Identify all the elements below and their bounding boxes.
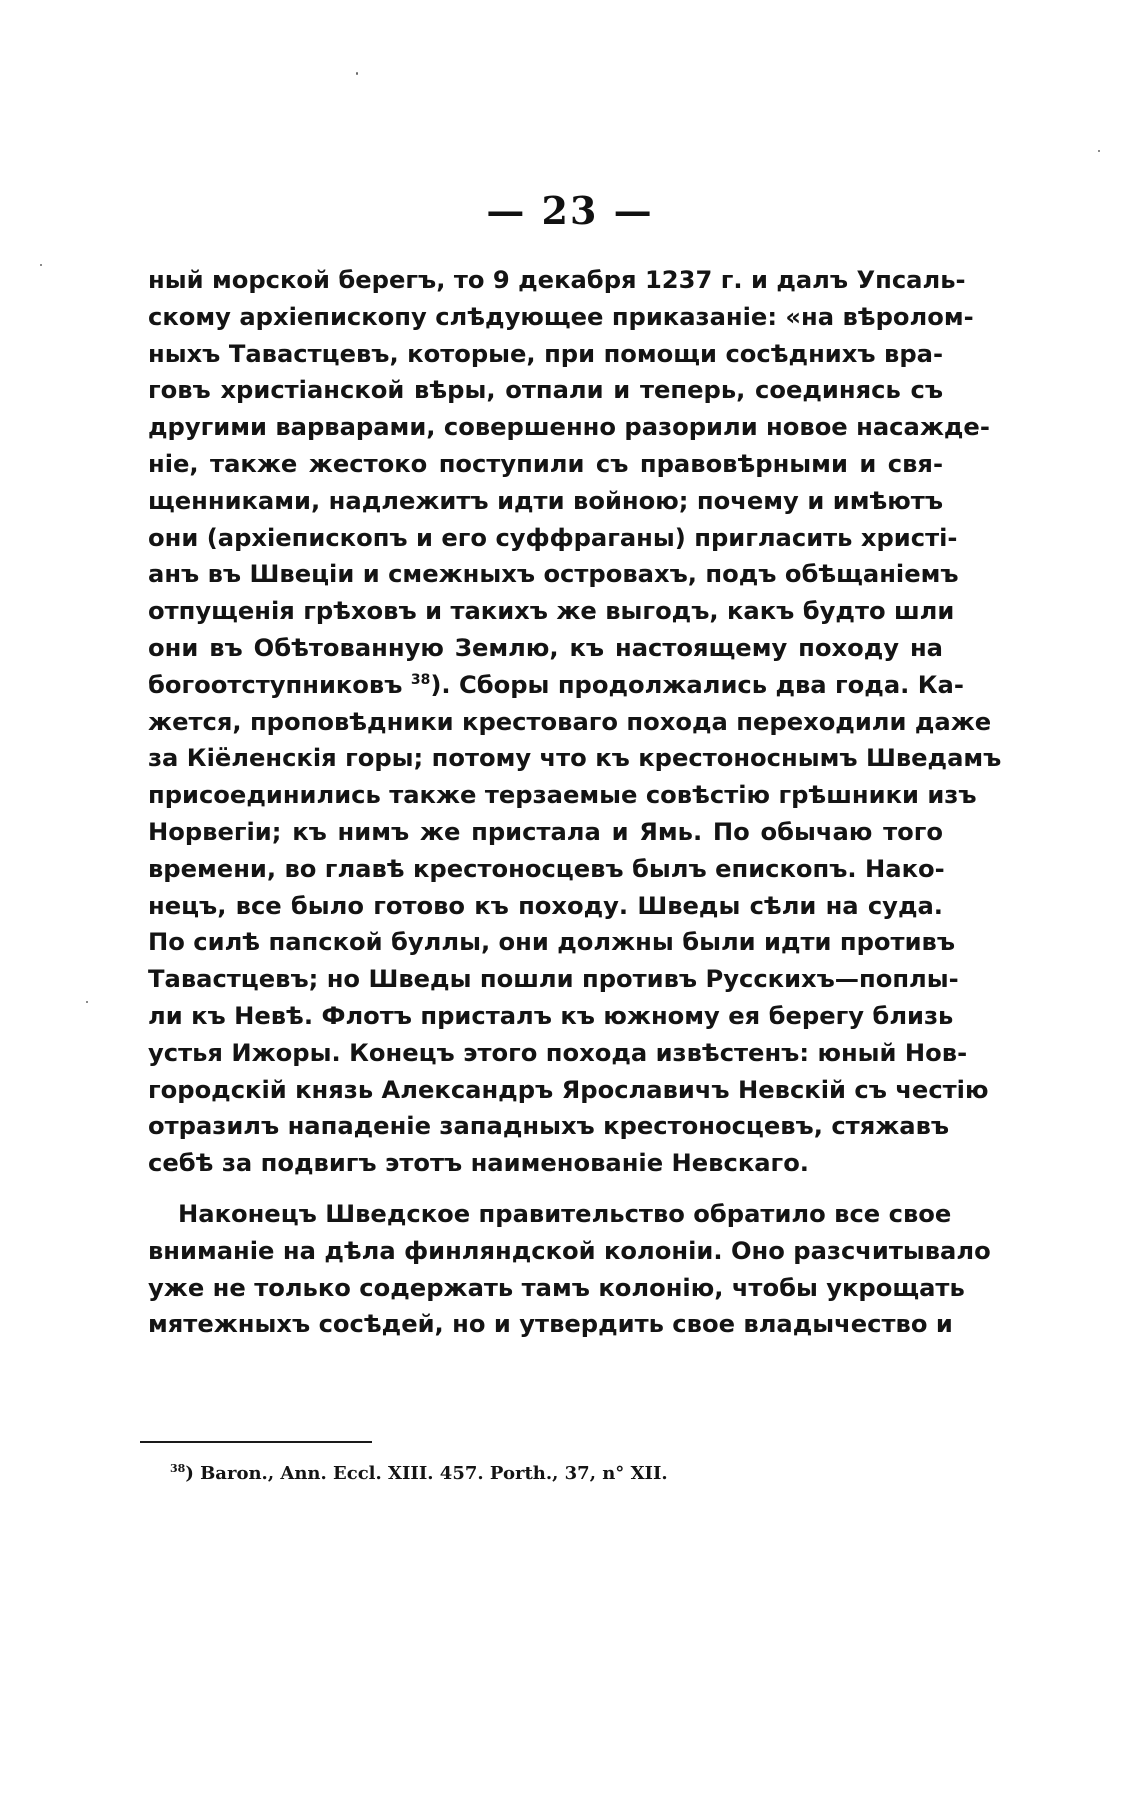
text-line: за Кіёленскія горы; потому что къ крестоноснымъ Шведамъ xyxy=(148,744,1002,773)
text-line: городскій князь Александръ Ярославичъ Невскій съ честію xyxy=(148,1075,989,1104)
footnote xyxy=(170,1462,668,1484)
text-line: устья Ижоры. Конецъ этого похода извѣстенъ: юный Нов- xyxy=(148,1038,968,1067)
text-line: времени, во главѣ крестоносцевъ былъ епископъ. Нако- xyxy=(148,854,945,883)
footnote-marker: 38 xyxy=(170,1462,186,1475)
text-line: ли къ Невѣ. Флотъ присталъ къ южному ея берегу близь xyxy=(148,1001,954,1030)
text-line: другими варварами, совершенно разорили новое насажде- xyxy=(148,413,990,442)
line-segment: ). Сборы продолжались два года. Ка- xyxy=(430,670,964,699)
text-line: говъ христіанской вѣры, отпали и теперь, соединясь съ xyxy=(148,376,943,405)
text-line: щенниками, надлежитъ идти войною; почему и имѣютъ xyxy=(148,486,943,515)
text-line: нецъ, все было готово къ походу. Шведы сѣли на суда. xyxy=(148,891,943,920)
paragraph-gap xyxy=(148,1182,943,1196)
text-line: жется, проповѣдники крестоваго похода переходили даже xyxy=(148,707,992,736)
text-line: ныхъ Тавастцевъ, которые, при помощи сосѣднихъ вра- xyxy=(148,339,943,368)
scan-speck xyxy=(356,72,358,75)
main-text xyxy=(148,262,1002,1343)
scan-speck xyxy=(86,1001,88,1003)
text-line: Тавастцевъ; но Шведы пошли противъ Русскихъ—поплы- xyxy=(148,965,959,994)
text-line: Норвегіи; къ нимъ же пристала и Ямь. По обычаю того xyxy=(148,817,943,846)
text-line: скому архіепископу слѣдующее приказаніе: «на вѣролом- xyxy=(148,302,974,331)
text-line: анъ въ Швеціи и смежныхъ островахъ, подъ обѣщаніемъ xyxy=(148,560,959,589)
scan-speck xyxy=(1098,150,1100,152)
scan-speck xyxy=(40,264,42,266)
text-line: По силѣ папской буллы, они должны были идти противъ xyxy=(148,928,955,957)
text-line: отразилъ нападеніе западныхъ крестоносцевъ, стяжавъ xyxy=(148,1112,950,1141)
text-line: вниманіе на дѣла финляндской колоніи. Оно разсчитывало xyxy=(148,1236,991,1265)
footnote-reference: 38 xyxy=(410,671,431,688)
paragraph-2 xyxy=(148,1196,991,1343)
text-line: Наконецъ Шведское правительство обратило все свое xyxy=(178,1199,952,1228)
text-line: присоединились также терзаемые совѣстію грѣшники изъ xyxy=(148,781,977,810)
text-line-with-reference xyxy=(148,667,964,704)
text-line: они въ Обѣтованную Землю, къ настоящему походу на xyxy=(148,633,943,662)
text-line: мятежныхъ сосѣдей, но и утвердить свое владычество и xyxy=(148,1310,953,1339)
text-line: уже не только содержать тамъ колонію, чтобы укрощать xyxy=(148,1273,965,1302)
line-segment: богоотступниковъ xyxy=(148,670,411,699)
text-line: себѣ за подвигъ этотъ наименованіе Невскаго. xyxy=(148,1149,809,1178)
page-number: — 23 — xyxy=(486,188,654,233)
paragraph-1 xyxy=(148,262,1002,1182)
text-line: ный морской берегъ, то 9 декабря 1237 г. и далъ Упсаль- xyxy=(148,266,966,294)
text-line: они (архіепископъ и его суффраганы) пригласить христі- xyxy=(148,523,958,552)
footnote-divider xyxy=(140,1441,372,1443)
footnote-text: ) Baron., Ann. Eccl. XIII. 457. Porth., 37, n° XII. xyxy=(185,1463,668,1484)
text-line: отпущенія грѣховъ и такихъ же выгодъ, какъ будто шли xyxy=(148,597,955,626)
text-line: ніе, также жестоко поступили съ правовѣрными и свя- xyxy=(148,449,943,478)
